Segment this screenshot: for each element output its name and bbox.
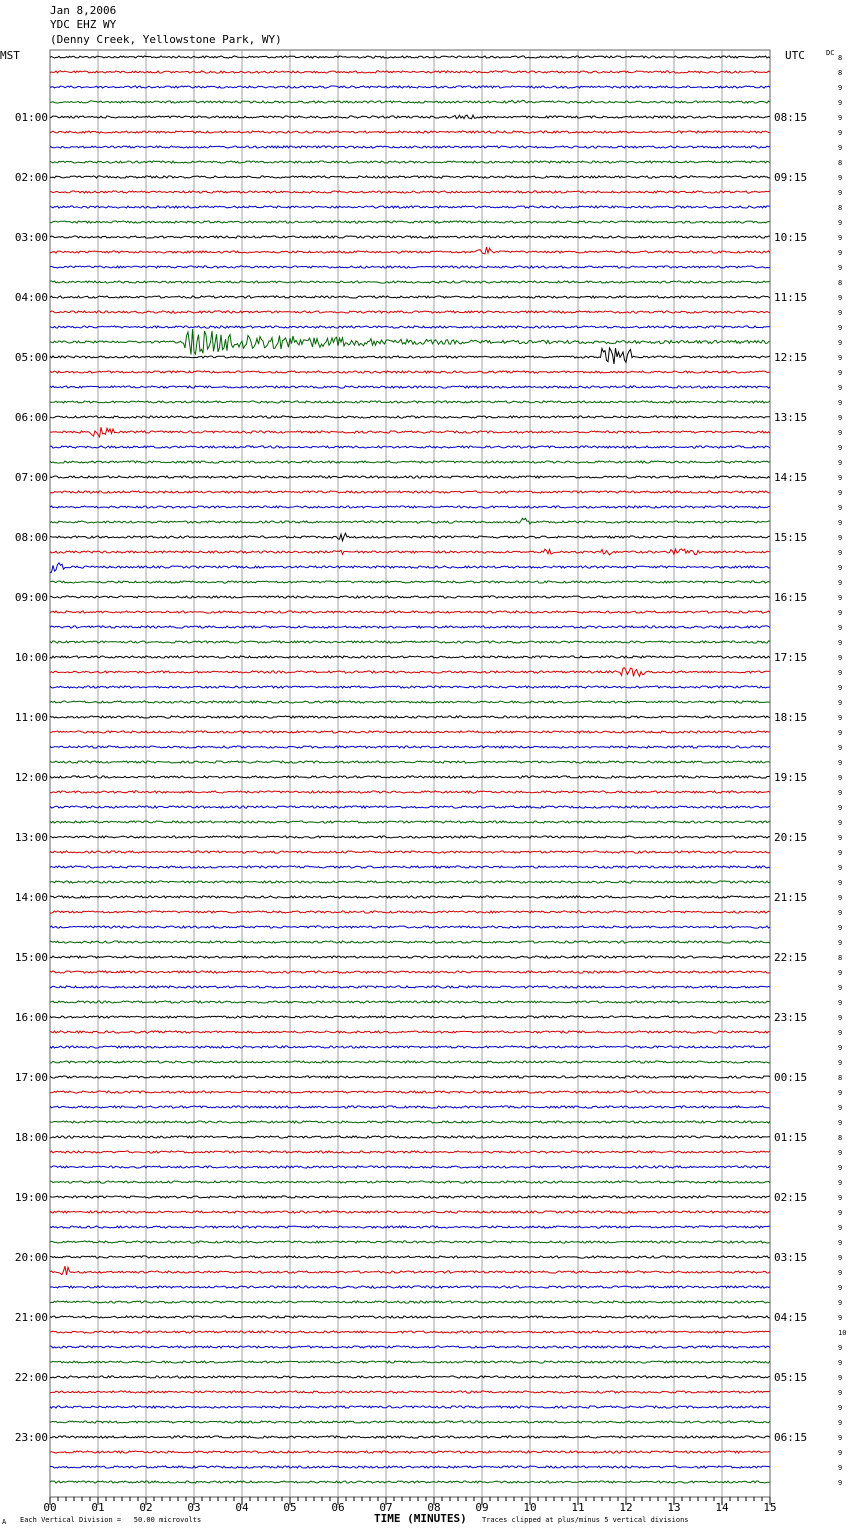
trace-row	[50, 611, 770, 613]
trace-row	[50, 401, 770, 403]
dc-value: 9	[838, 849, 843, 857]
dc-value: 9	[838, 924, 843, 932]
mst-hour-label: 02:00	[14, 171, 48, 184]
mst-hour-label: 09:00	[14, 591, 48, 604]
dc-value: 9	[838, 474, 843, 482]
trace-row	[50, 1301, 770, 1303]
trace-row	[50, 56, 770, 58]
dc-value: 9	[838, 429, 843, 437]
mst-hour-label: 15:00	[14, 951, 48, 964]
trace-row	[50, 1001, 770, 1003]
trace-row	[50, 1016, 770, 1018]
dc-value: 9	[838, 1044, 843, 1052]
trace-row	[50, 596, 770, 598]
trace-row	[50, 115, 770, 119]
mst-hour-label: 23:00	[14, 1431, 48, 1444]
dc-value: 9	[838, 1284, 843, 1292]
trace-row	[50, 761, 770, 763]
trace-row	[50, 1346, 770, 1348]
trace-row	[50, 146, 770, 148]
trace-row	[50, 206, 770, 208]
dc-value: 9	[838, 1059, 843, 1067]
utc-hour-label: 02:15	[774, 1191, 808, 1204]
mst-hour-label: 05:00	[14, 351, 48, 364]
dc-value: 8	[838, 204, 843, 212]
mst-hour-label: 13:00	[14, 831, 48, 844]
trace-row	[50, 161, 770, 163]
mst-hour-label: 22:00	[14, 1371, 48, 1384]
trace-row	[50, 1031, 770, 1033]
trace-row	[50, 656, 770, 658]
dc-value: 8	[838, 1134, 843, 1142]
dc-value: 9	[838, 414, 843, 422]
dc-value: 9	[838, 639, 843, 647]
clip-note: Traces clipped at plus/minus 5 vertical divisions	[482, 1516, 689, 1524]
trace-row	[50, 881, 770, 883]
mst-hour-label: 17:00	[14, 1071, 48, 1084]
x-tick-label: 00	[43, 1501, 57, 1514]
mst-hour-label: 12:00	[14, 771, 48, 784]
dc-value: 9	[838, 699, 843, 707]
utc-hour-label: 06:15	[774, 1431, 808, 1444]
dc-value: 9	[838, 789, 843, 797]
trace-row	[50, 896, 770, 898]
trace-row	[50, 533, 770, 541]
dc-value: 9	[838, 624, 843, 632]
trace-row	[50, 221, 770, 223]
dc-value: 9	[838, 939, 843, 947]
utc-hour-label: 16:15	[774, 591, 808, 604]
utc-hour-label: 20:15	[774, 831, 808, 844]
header-station: YDC EHZ WY	[50, 18, 117, 31]
trace-row	[50, 641, 770, 643]
dc-value: 8	[838, 54, 843, 62]
utc-hour-label: 05:15	[774, 1371, 808, 1384]
trace-row	[50, 1226, 770, 1228]
utc-hour-label: 21:15	[774, 891, 808, 904]
dc-value: 9	[838, 1374, 843, 1382]
mst-hour-label: 04:00	[14, 291, 48, 304]
utc-hour-label: 15:15	[774, 531, 808, 544]
trace-row	[50, 1376, 770, 1378]
dc-value: 9	[838, 1149, 843, 1157]
dc-value: 9	[838, 729, 843, 737]
dc-value: 9	[838, 1359, 843, 1367]
trace-row	[50, 791, 770, 793]
x-tick-label: 07	[379, 1501, 393, 1514]
trace-row	[50, 86, 770, 88]
utc-hour-label: 22:15	[774, 951, 808, 964]
dc-value: 9	[838, 444, 843, 452]
trace-row	[50, 1136, 770, 1138]
dc-value: 9	[838, 999, 843, 1007]
dc-value: 9	[838, 1434, 843, 1442]
trace-row	[50, 1241, 770, 1243]
x-tick-label: 04	[235, 1501, 249, 1514]
trace-row	[50, 851, 770, 853]
trace-row	[50, 247, 770, 254]
trace-row	[50, 329, 770, 355]
utc-hour-label: 09:15	[774, 171, 808, 184]
trace-row	[50, 971, 770, 973]
trace-row	[50, 1391, 770, 1393]
trace-row	[50, 1361, 770, 1363]
dc-value: 9	[838, 219, 843, 227]
trace-row	[50, 563, 770, 573]
utc-hour-label: 03:15	[774, 1251, 808, 1264]
dc-value: 9	[838, 969, 843, 977]
dc-value: 9	[838, 984, 843, 992]
x-tick-label: 06	[331, 1501, 345, 1514]
dc-value: 9	[838, 174, 843, 182]
dc-value: 9	[838, 609, 843, 617]
x-tick-label: 02	[139, 1501, 153, 1514]
utc-hour-label: 12:15	[774, 351, 808, 364]
trace-row	[50, 1106, 770, 1108]
dc-value: 9	[838, 759, 843, 767]
dc-value: 9	[838, 1404, 843, 1412]
dc-value: 9	[838, 1344, 843, 1352]
dc-value: 9	[838, 354, 843, 362]
trace-row	[50, 1046, 770, 1048]
trace-row	[50, 716, 770, 718]
trace-row	[50, 296, 770, 298]
dc-value: 9	[838, 489, 843, 497]
dc-value: 9	[838, 189, 843, 197]
x-tick-label: 05	[283, 1501, 297, 1514]
dc-value: 9	[838, 819, 843, 827]
trace-row	[50, 416, 770, 418]
trace-row	[50, 1316, 770, 1318]
dc-value: 9	[838, 1254, 843, 1262]
dc-value: 9	[838, 684, 843, 692]
trace-row	[50, 236, 770, 238]
trace-row	[50, 281, 770, 283]
mst-axis-label: MST	[0, 49, 20, 62]
utc-hour-label: 13:15	[774, 411, 808, 424]
dc-value: 9	[838, 894, 843, 902]
utc-hour-label: 23:15	[774, 1011, 808, 1024]
mst-hour-label: 20:00	[14, 1251, 48, 1264]
dc-value: 9	[838, 1224, 843, 1232]
utc-hour-label: 04:15	[774, 1311, 808, 1324]
dc-value: 9	[838, 339, 843, 347]
trace-row	[50, 626, 770, 628]
dc-value: 9	[838, 1194, 843, 1202]
x-tick-label: 09	[475, 1501, 489, 1514]
dc-value: 9	[838, 1209, 843, 1217]
dc-value: 9	[838, 1314, 843, 1322]
trace-row	[50, 476, 770, 478]
trace-row	[50, 956, 770, 958]
trace-row	[50, 1166, 770, 1168]
dc-value: 9	[838, 1389, 843, 1397]
mst-hour-label: 07:00	[14, 471, 48, 484]
dc-value: 8	[838, 69, 843, 77]
dc-value: 9	[838, 1479, 843, 1487]
mst-hour-label: 19:00	[14, 1191, 48, 1204]
x-tick-label: 15	[763, 1501, 777, 1514]
mst-hour-label: 03:00	[14, 231, 48, 244]
dc-value: 9	[838, 534, 843, 542]
dc-value: 8	[838, 1074, 843, 1082]
trace-row	[50, 866, 770, 868]
dc-value: 9	[838, 1449, 843, 1457]
dc-value: 9	[838, 1269, 843, 1277]
dc-value: 9	[838, 1089, 843, 1097]
mst-hour-label: 10:00	[14, 651, 48, 664]
trace-row	[50, 776, 770, 778]
dc-value: 9	[838, 264, 843, 272]
dc-value: 9	[838, 744, 843, 752]
trace-row	[50, 1286, 770, 1288]
dc-value: 9	[838, 294, 843, 302]
dc-value: 9	[838, 369, 843, 377]
dc-value: 9	[838, 1029, 843, 1037]
dc-value: 9	[838, 234, 843, 242]
dc-value: 9	[838, 714, 843, 722]
trace-row	[50, 581, 770, 583]
dc-value: 9	[838, 144, 843, 152]
dc-value: 9	[838, 519, 843, 527]
x-tick-label: 10	[523, 1501, 537, 1514]
utc-hour-label: 17:15	[774, 651, 808, 664]
dc-value: 9	[838, 654, 843, 662]
dc-value: 9	[838, 669, 843, 677]
trace-row	[50, 1436, 770, 1438]
scale-note: Each Vertical Division = 50.00 microvolts	[20, 1516, 202, 1524]
dc-value: 9	[838, 324, 843, 332]
utc-hour-label: 08:15	[774, 111, 808, 124]
trace-row	[50, 806, 770, 808]
trace-row	[50, 461, 770, 463]
dc-value: 9	[838, 399, 843, 407]
dc-value: 8	[838, 954, 843, 962]
trace-row	[50, 518, 770, 524]
trace-row	[50, 348, 770, 364]
dc-value: 9	[838, 504, 843, 512]
trace-row	[50, 746, 770, 748]
x-tick-label: 01	[91, 1501, 105, 1514]
trace-row	[50, 326, 770, 328]
dc-value: 9	[838, 804, 843, 812]
dc-value: 9	[838, 384, 843, 392]
header-location: (Denny Creek, Yellowstone Park, WY)	[50, 33, 282, 46]
dc-value: 9	[838, 1119, 843, 1127]
dc-label: DC	[826, 49, 835, 57]
dc-value: 9	[838, 864, 843, 872]
trace-row	[50, 1121, 770, 1123]
trace-row	[50, 131, 770, 133]
trace-row	[50, 1211, 770, 1213]
x-tick-label: 13	[667, 1501, 681, 1514]
trace-row	[50, 311, 770, 313]
dc-value: 9	[838, 129, 843, 137]
trace-row	[50, 1421, 770, 1423]
trace-row	[50, 191, 770, 193]
utc-hour-label: 10:15	[774, 231, 808, 244]
dc-value: 9	[838, 594, 843, 602]
mst-hour-label: 14:00	[14, 891, 48, 904]
trace-row	[50, 1076, 770, 1078]
corner-mark: A	[2, 1518, 7, 1526]
dc-value: 9	[838, 1179, 843, 1187]
mst-hour-label: 16:00	[14, 1011, 48, 1024]
utc-hour-label: 01:15	[774, 1131, 808, 1144]
mst-hour-label: 08:00	[14, 531, 48, 544]
trace-row	[50, 71, 770, 73]
trace-row	[50, 100, 770, 103]
dc-value: 9	[838, 774, 843, 782]
trace-row	[50, 1196, 770, 1198]
trace-lines	[50, 56, 770, 1483]
trace-row	[50, 386, 770, 388]
utc-hour-label: 18:15	[774, 711, 808, 724]
trace-row	[50, 491, 770, 493]
trace-row	[50, 1256, 770, 1258]
dc-value: 9	[838, 1464, 843, 1472]
dc-value: 9	[838, 99, 843, 107]
header-date: Jan 8,2006	[50, 4, 117, 17]
trace-row	[50, 926, 770, 928]
trace-row	[50, 1061, 770, 1063]
dc-value: 9	[838, 1239, 843, 1247]
trace-row	[50, 1331, 770, 1333]
trace-row	[50, 176, 770, 178]
trace-row	[50, 266, 770, 268]
trace-row	[50, 1151, 770, 1153]
trace-row	[50, 911, 770, 913]
dc-value: 9	[838, 579, 843, 587]
trace-row	[50, 986, 770, 988]
dc-value: 9	[838, 1299, 843, 1307]
dc-value: 9	[838, 84, 843, 92]
dc-value: 9	[838, 459, 843, 467]
dc-value: 9	[838, 114, 843, 122]
x-tick-label: 03	[187, 1501, 201, 1514]
trace-row	[50, 1266, 770, 1275]
utc-hour-label: 14:15	[774, 471, 808, 484]
dc-value: 8	[838, 279, 843, 287]
dc-value: 8	[838, 159, 843, 167]
utc-hour-label: 19:15	[774, 771, 808, 784]
trace-row	[50, 1091, 770, 1093]
trace-row	[50, 549, 770, 555]
trace-row	[50, 941, 770, 943]
trace-row	[50, 446, 770, 448]
utc-hour-label: 00:15	[774, 1071, 808, 1084]
trace-row	[50, 731, 770, 733]
dc-value: 9	[838, 564, 843, 572]
mst-hour-label: 18:00	[14, 1131, 48, 1144]
mst-hour-label: 01:00	[14, 111, 48, 124]
x-tick-label: 11	[571, 1501, 585, 1514]
trace-row	[50, 1481, 770, 1483]
dc-value: 9	[838, 309, 843, 317]
dc-value: 9	[838, 1164, 843, 1172]
dc-value: 9	[838, 1014, 843, 1022]
trace-row	[50, 1181, 770, 1183]
mst-hour-label: 06:00	[14, 411, 48, 424]
trace-row	[50, 1466, 770, 1468]
x-tick-label: 08	[427, 1501, 441, 1514]
dc-value: 9	[838, 1104, 843, 1112]
utc-axis-label: UTC	[785, 49, 805, 62]
dc-value: 9	[838, 909, 843, 917]
trace-row	[50, 686, 770, 688]
trace-row	[50, 1406, 770, 1408]
x-tick-label: 12	[619, 1501, 633, 1514]
trace-row	[50, 506, 770, 508]
trace-row	[50, 427, 770, 437]
dc-value: 9	[838, 879, 843, 887]
dc-value: 9	[838, 834, 843, 842]
trace-row	[50, 836, 770, 838]
dc-value: 9	[838, 249, 843, 257]
trace-row	[50, 668, 770, 677]
x-axis-title: TIME (MINUTES)	[374, 1512, 467, 1525]
mst-hour-label: 21:00	[14, 1311, 48, 1324]
dc-value: 9	[838, 1419, 843, 1427]
mst-hour-label: 11:00	[14, 711, 48, 724]
dc-value: 10	[838, 1329, 847, 1337]
utc-hour-label: 11:15	[774, 291, 808, 304]
trace-row	[50, 1451, 770, 1453]
x-tick-label: 14	[715, 1501, 729, 1514]
trace-row	[50, 821, 770, 823]
dc-value: 9	[838, 549, 843, 557]
trace-row	[50, 371, 770, 373]
trace-row	[50, 701, 770, 703]
